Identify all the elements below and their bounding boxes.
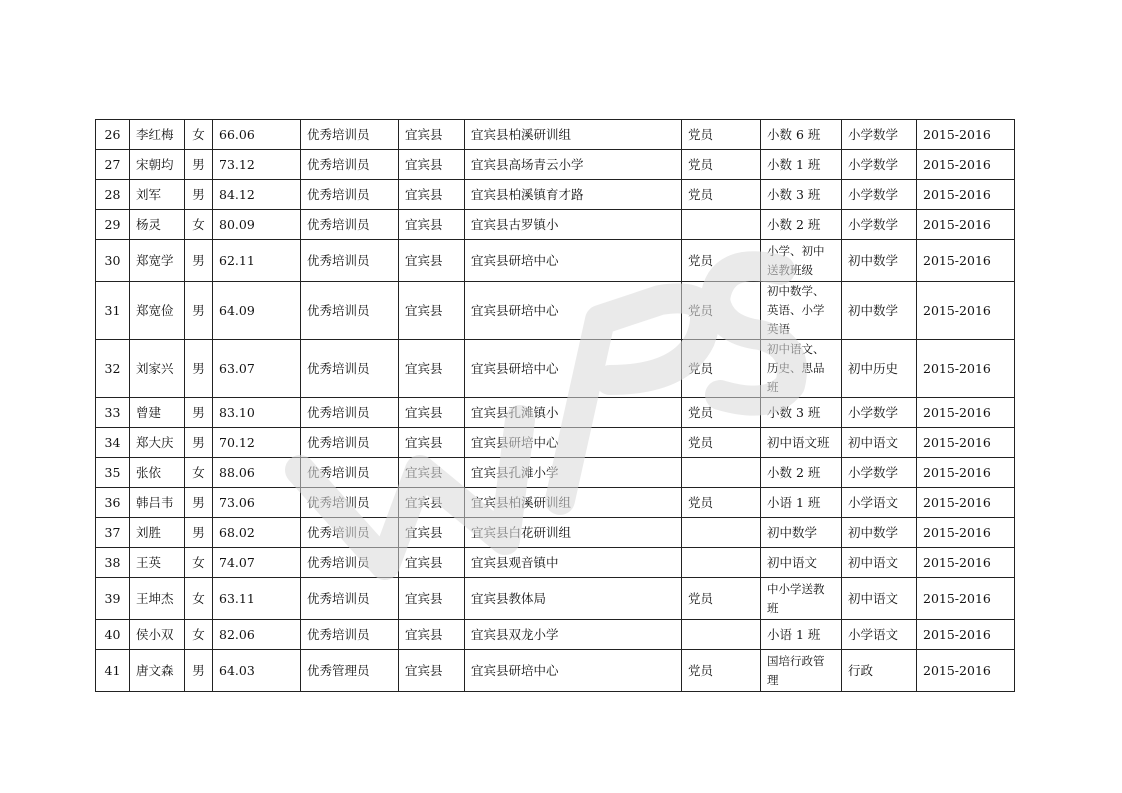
cell-unit: 宜宾县柏溪研训组 [465, 120, 682, 150]
cell-party [682, 620, 761, 650]
cell-award: 优秀培训员 [301, 620, 399, 650]
cell-unit: 宜宾县孔滩镇小 [465, 398, 682, 428]
cell-class: 小语 1 班 [761, 620, 842, 650]
cell-name: 张依 [130, 458, 185, 488]
cell-county: 宜宾县 [399, 240, 465, 282]
cell-year: 2015-2016 [917, 398, 1015, 428]
cell-gender: 男 [185, 340, 213, 398]
cell-county: 宜宾县 [399, 650, 465, 692]
cell-year: 2015-2016 [917, 578, 1015, 620]
cell-unit: 宜宾县观音镇中 [465, 548, 682, 578]
cell-gender: 女 [185, 210, 213, 240]
cell-no: 30 [96, 240, 130, 282]
cell-award: 优秀培训员 [301, 458, 399, 488]
cell-score: 62.11 [213, 240, 301, 282]
cell-year: 2015-2016 [917, 548, 1015, 578]
cell-score: 64.03 [213, 650, 301, 692]
cell-unit: 宜宾县白花研训组 [465, 518, 682, 548]
cell-gender: 男 [185, 488, 213, 518]
cell-gender: 男 [185, 650, 213, 692]
cell-name: 郑宽俭 [130, 282, 185, 340]
cell-county: 宜宾县 [399, 340, 465, 398]
table-row [96, 578, 1015, 620]
cell-subject: 初中语文 [842, 548, 917, 578]
cell-award: 优秀培训员 [301, 282, 399, 340]
table-row [96, 180, 1015, 210]
cell-year: 2015-2016 [917, 150, 1015, 180]
cell-county: 宜宾县 [399, 150, 465, 180]
cell-gender: 男 [185, 428, 213, 458]
cell-party: 党员 [682, 120, 761, 150]
cell-county: 宜宾县 [399, 120, 465, 150]
cell-gender: 男 [185, 180, 213, 210]
cell-no: 36 [96, 488, 130, 518]
cell-county: 宜宾县 [399, 282, 465, 340]
cell-unit: 宜宾县双龙小学 [465, 620, 682, 650]
cell-year: 2015-2016 [917, 620, 1015, 650]
cell-class: 小数 3 班 [761, 398, 842, 428]
cell-year: 2015-2016 [917, 340, 1015, 398]
cell-county: 宜宾县 [399, 428, 465, 458]
cell-name: 王坤杰 [130, 578, 185, 620]
cell-class: 初中数学 [761, 518, 842, 548]
cell-name: 韩吕韦 [130, 488, 185, 518]
cell-award: 优秀培训员 [301, 548, 399, 578]
cell-subject: 初中语文 [842, 578, 917, 620]
cell-unit: 宜宾县柏溪研训组 [465, 488, 682, 518]
cell-party: 党员 [682, 180, 761, 210]
cell-class: 小数 2 班 [761, 458, 842, 488]
cell-score: 82.06 [213, 620, 301, 650]
cell-county: 宜宾县 [399, 488, 465, 518]
table-row [96, 120, 1015, 150]
cell-subject: 小学数学 [842, 120, 917, 150]
table-row [96, 428, 1015, 458]
cell-party: 党员 [682, 488, 761, 518]
cell-score: 63.07 [213, 340, 301, 398]
cell-no: 34 [96, 428, 130, 458]
cell-class: 小语 1 班 [761, 488, 842, 518]
cell-award: 优秀培训员 [301, 488, 399, 518]
cell-class: 小数 2 班 [761, 210, 842, 240]
cell-gender: 男 [185, 518, 213, 548]
cell-award: 优秀培训员 [301, 340, 399, 398]
cell-award: 优秀培训员 [301, 120, 399, 150]
cell-party [682, 518, 761, 548]
cell-score: 63.11 [213, 578, 301, 620]
cell-award: 优秀培训员 [301, 398, 399, 428]
table-row [96, 458, 1015, 488]
cell-party: 党员 [682, 578, 761, 620]
cell-year: 2015-2016 [917, 428, 1015, 458]
cell-gender: 男 [185, 240, 213, 282]
cell-county: 宜宾县 [399, 578, 465, 620]
cell-class: 小数 1 班 [761, 150, 842, 180]
cell-no: 28 [96, 180, 130, 210]
cell-score: 74.07 [213, 548, 301, 578]
cell-no: 41 [96, 650, 130, 692]
table-row [96, 620, 1015, 650]
cell-name: 刘军 [130, 180, 185, 210]
cell-no: 29 [96, 210, 130, 240]
cell-name: 郑宽学 [130, 240, 185, 282]
cell-class: 初中语文 [761, 548, 842, 578]
cell-gender: 女 [185, 578, 213, 620]
cell-name: 王英 [130, 548, 185, 578]
cell-subject: 小学语文 [842, 620, 917, 650]
table-row [96, 398, 1015, 428]
table-row [96, 150, 1015, 180]
cell-gender: 女 [185, 120, 213, 150]
cell-unit: 宜宾县高场青云小学 [465, 150, 682, 180]
cell-subject: 小学数学 [842, 180, 917, 210]
cell-no: 33 [96, 398, 130, 428]
cell-name: 杨灵 [130, 210, 185, 240]
cell-award: 优秀管理员 [301, 650, 399, 692]
table-row [96, 548, 1015, 578]
cell-award: 优秀培训员 [301, 428, 399, 458]
table-row [96, 240, 1015, 282]
cell-class: 初中数学、英语、小学英语 [761, 282, 842, 340]
cell-gender: 女 [185, 458, 213, 488]
cell-no: 39 [96, 578, 130, 620]
cell-name: 宋朝均 [130, 150, 185, 180]
cell-unit: 宜宾县古罗镇小 [465, 210, 682, 240]
cell-score: 70.12 [213, 428, 301, 458]
cell-score: 88.06 [213, 458, 301, 488]
cell-county: 宜宾县 [399, 620, 465, 650]
cell-score: 66.06 [213, 120, 301, 150]
cell-county: 宜宾县 [399, 458, 465, 488]
cell-score: 73.06 [213, 488, 301, 518]
cell-party [682, 548, 761, 578]
cell-gender: 女 [185, 620, 213, 650]
cell-no: 32 [96, 340, 130, 398]
cell-party: 党员 [682, 150, 761, 180]
cell-no: 26 [96, 120, 130, 150]
table-row [96, 340, 1015, 398]
cell-class: 国培行政管理 [761, 650, 842, 692]
cell-subject: 初中数学 [842, 518, 917, 548]
cell-unit: 宜宾县教体局 [465, 578, 682, 620]
cell-county: 宜宾县 [399, 398, 465, 428]
cell-county: 宜宾县 [399, 180, 465, 210]
cell-party: 党员 [682, 240, 761, 282]
table-row [96, 650, 1015, 692]
cell-party: 党员 [682, 650, 761, 692]
cell-name: 李红梅 [130, 120, 185, 150]
cell-class: 小数 3 班 [761, 180, 842, 210]
cell-score: 73.12 [213, 150, 301, 180]
cell-class: 小数 6 班 [761, 120, 842, 150]
cell-score: 68.02 [213, 518, 301, 548]
cell-year: 2015-2016 [917, 518, 1015, 548]
cell-gender: 男 [185, 150, 213, 180]
cell-class: 初中语文班 [761, 428, 842, 458]
cell-year: 2015-2016 [917, 282, 1015, 340]
cell-subject: 小学数学 [842, 210, 917, 240]
cell-score: 83.10 [213, 398, 301, 428]
cell-name: 唐文森 [130, 650, 185, 692]
cell-unit: 宜宾县孔滩小学 [465, 458, 682, 488]
cell-year: 2015-2016 [917, 650, 1015, 692]
cell-no: 38 [96, 548, 130, 578]
cell-gender: 女 [185, 548, 213, 578]
cell-party: 党员 [682, 340, 761, 398]
cell-gender: 男 [185, 398, 213, 428]
cell-award: 优秀培训员 [301, 180, 399, 210]
cell-award: 优秀培训员 [301, 518, 399, 548]
cell-subject: 小学数学 [842, 150, 917, 180]
cell-year: 2015-2016 [917, 180, 1015, 210]
cell-party [682, 210, 761, 240]
cell-award: 优秀培训员 [301, 240, 399, 282]
cell-year: 2015-2016 [917, 210, 1015, 240]
cell-party: 党员 [682, 398, 761, 428]
cell-subject: 初中历史 [842, 340, 917, 398]
cell-unit: 宜宾县柏溪镇育才路 [465, 180, 682, 210]
cell-score: 84.12 [213, 180, 301, 210]
cell-county: 宜宾县 [399, 548, 465, 578]
cell-unit: 宜宾县研培中心 [465, 340, 682, 398]
cell-subject: 初中语文 [842, 428, 917, 458]
table-row [96, 210, 1015, 240]
cell-award: 优秀培训员 [301, 150, 399, 180]
cell-name: 刘胜 [130, 518, 185, 548]
cell-award: 优秀培训员 [301, 578, 399, 620]
table-row [96, 282, 1015, 340]
cell-county: 宜宾县 [399, 518, 465, 548]
cell-subject: 初中数学 [842, 240, 917, 282]
cell-year: 2015-2016 [917, 120, 1015, 150]
cell-subject: 小学数学 [842, 458, 917, 488]
cell-subject: 行政 [842, 650, 917, 692]
cell-no: 40 [96, 620, 130, 650]
cell-unit: 宜宾县研培中心 [465, 240, 682, 282]
cell-class: 初中语文、历史、思品班 [761, 340, 842, 398]
cell-party: 党员 [682, 282, 761, 340]
cell-county: 宜宾县 [399, 210, 465, 240]
cell-no: 35 [96, 458, 130, 488]
cell-party [682, 458, 761, 488]
cell-year: 2015-2016 [917, 458, 1015, 488]
cell-party: 党员 [682, 428, 761, 458]
cell-year: 2015-2016 [917, 488, 1015, 518]
cell-name: 刘家兴 [130, 340, 185, 398]
table-row [96, 488, 1015, 518]
cell-unit: 宜宾县研培中心 [465, 282, 682, 340]
cell-class: 中小学送教班 [761, 578, 842, 620]
cell-no: 37 [96, 518, 130, 548]
roster-body [96, 120, 1015, 692]
table-row [96, 518, 1015, 548]
cell-unit: 宜宾县研培中心 [465, 428, 682, 458]
cell-no: 27 [96, 150, 130, 180]
cell-gender: 男 [185, 282, 213, 340]
roster-table [95, 119, 1015, 692]
cell-class: 小学、初中送教班级 [761, 240, 842, 282]
cell-name: 侯小双 [130, 620, 185, 650]
cell-name: 郑大庆 [130, 428, 185, 458]
cell-unit: 宜宾县研培中心 [465, 650, 682, 692]
cell-year: 2015-2016 [917, 240, 1015, 282]
cell-score: 80.09 [213, 210, 301, 240]
cell-subject: 小学语文 [842, 488, 917, 518]
cell-no: 31 [96, 282, 130, 340]
cell-subject: 初中数学 [842, 282, 917, 340]
cell-name: 曾建 [130, 398, 185, 428]
cell-subject: 小学数学 [842, 398, 917, 428]
cell-award: 优秀培训员 [301, 210, 399, 240]
cell-score: 64.09 [213, 282, 301, 340]
